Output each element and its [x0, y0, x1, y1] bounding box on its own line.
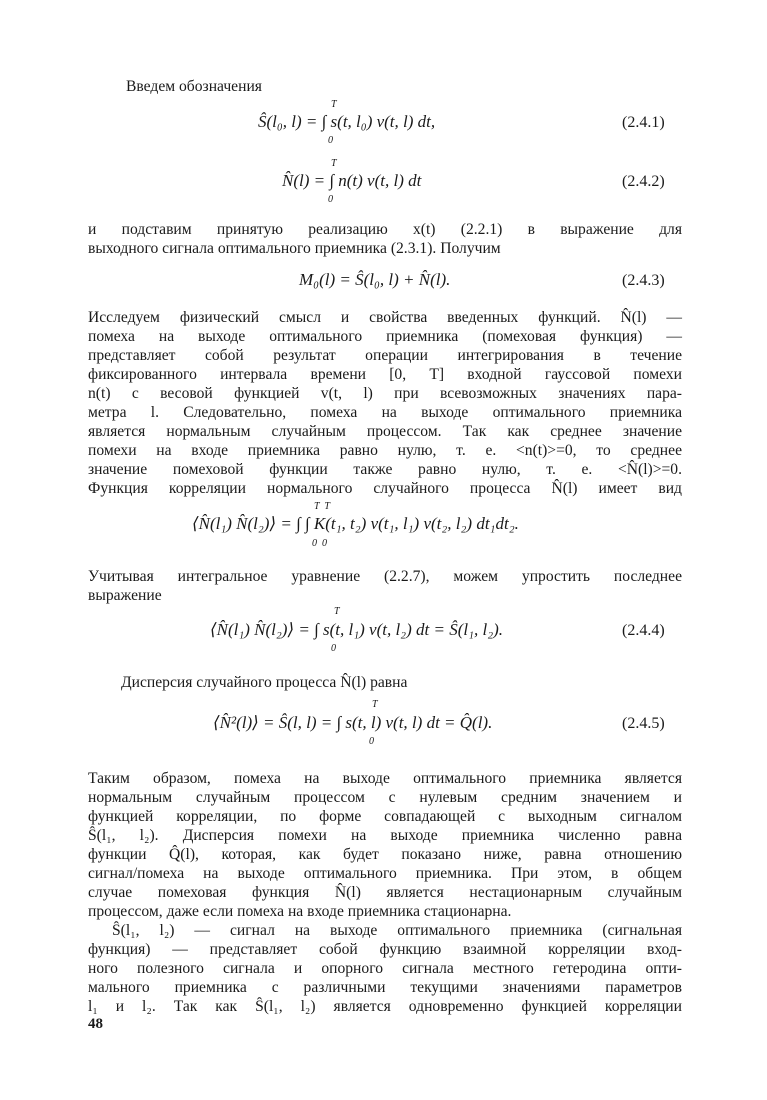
para5-line-5: l₁ и l₂. Так как Ŝ(l₁, l₂) является одновременно функцией корреляции: [88, 998, 682, 1015]
para2-line-2: помеха на выходе оптимального приемника (помеховая функция) —: [88, 328, 682, 345]
para5-line-3: ного полезного сигнала и опорного сигнала местного гетеродина опти-: [88, 960, 682, 977]
equation-2-4-1: Ŝ(l₀, l) = ∫ s(t, l₀) v(t, l) dt,: [258, 112, 436, 131]
eq-2-4-1-lower-limit: 0: [328, 135, 333, 146]
para1-line-1: и подставим принятую реализацию x(t) (2.2.1) в выражение для: [88, 221, 682, 238]
para2-line-9: значение помеховой функции также равно нулю, т. е. <N̂(l)>=0.: [88, 461, 682, 478]
para4-line-6: сигнал/помеха на выходе оптимального приемника. При этом, в общем: [88, 865, 682, 882]
equation-2-4-2: N̂(l) = ∫ n(t) v(t, l) dt: [282, 171, 422, 190]
para1-line-2: выходного сигнала оптимального приемника (2.3.1). Получим: [88, 240, 501, 257]
para3-line-2: выражение: [88, 587, 162, 604]
para2-line-7: является нормальным случайным процессом. Так как среднее значение: [88, 423, 682, 440]
para5-line-2: функция) — представляет собой функцию взаимной корреляции вход-: [88, 941, 682, 958]
para4-line-1: Таким образом, помеха на выходе оптимального приемника является: [88, 770, 682, 787]
para2-line-3: представляет собой результат операции интегрирования в течение: [88, 347, 682, 364]
eq-2-4-4-lower-limit: 0: [331, 643, 336, 654]
equation-2-4-5: ⟨N̂²(l)⟩ = Ŝ(l, l) = ∫ s(t, l) v(t, l) dt = Q̂(l).: [213, 713, 493, 732]
page-number: 48: [88, 1016, 103, 1032]
equation-2-4-4: ⟨N̂(l₁) N̂(l₂)⟩ = ∫ s(t, l₁) v(t, l₂) dt = Ŝ(l₁, l₂).: [210, 620, 504, 639]
eq-number-2-4-3: (2.4.3): [622, 272, 665, 289]
para2-line-1: Исследуем физический смысл и свойства введенных функций. N̂(l) —: [88, 309, 682, 326]
eq-2-4-1-upper-limit: T: [331, 99, 337, 110]
corr-upper-limits: T T: [314, 501, 330, 512]
para4-line-5: функции Q̂(l), которая, как будет показано ниже, равна отношению: [88, 846, 682, 863]
para4-line-2: нормальным случайным процессом с нулевым средним значением и: [88, 789, 682, 806]
para4-line-4: Ŝ(l₁, l₂). Дисперсия помехи на выходе приемника численно равна: [88, 827, 682, 844]
eq-2-4-2-lower-limit: 0: [328, 194, 333, 205]
para5-line-4: мального приемника с различными текущими значениями параметров: [88, 979, 682, 996]
para2-line-4: фиксированного интервала времени [0, T] входной гауссовой помехи: [88, 366, 682, 383]
para2-line-5: n(t) с весовой функцией v(t, l) при всевозможных значениях пара-: [88, 385, 682, 402]
eq-number-2-4-4: (2.4.4): [622, 622, 665, 639]
eq-2-4-2-upper-limit: T: [331, 158, 337, 169]
dispersion-text: Дисперсия случайного процесса N̂(l) равна: [121, 674, 408, 691]
eq-number-2-4-5: (2.4.5): [622, 715, 665, 732]
corr-lower-limits: 0 0: [312, 538, 327, 549]
equation-correlation: ⟨N̂(l₁) N̂(l₂)⟩ = ∫ ∫ K(t₁, t₂) v(t₁, l₁) v(t₂, l₂) dt₁dt₂.: [192, 514, 519, 533]
para2-line-10: Функция корреляции нормального случайного процесса N̂(l) имеет вид: [88, 480, 682, 497]
para4-line-3: функцией корреляции, по форме совпадающей с выходным сигналом: [88, 808, 682, 825]
para5-line-1: Ŝ(l₁, l₂) — сигнал на выходе оптимального приемника (сигнальная: [112, 922, 682, 939]
eq-2-4-5-upper-limit: T: [372, 699, 378, 710]
equation-2-4-3: M₀(l) = Ŝ(l₀, l) + N̂(l).: [299, 270, 451, 289]
intro-text: Введем обозначения: [126, 78, 262, 95]
eq-2-4-5-lower-limit: 0: [369, 736, 374, 747]
para2-line-6: метра l. Следовательно, помеха на выходе оптимального приемника: [88, 404, 682, 421]
eq-number-2-4-1: (2.4.1): [622, 114, 665, 131]
eq-2-4-4-upper-limit: T: [334, 606, 340, 617]
para3-line-1: Учитывая интегральное уравнение (2.2.7), можем упростить последнее: [88, 568, 682, 585]
para2-line-8: помехи на входе приемника равно нулю, т. е. <n(t)>=0, то среднее: [88, 442, 682, 459]
eq-number-2-4-2: (2.4.2): [622, 173, 665, 190]
para4-line-7: случае помеховая функция N̂(l) является нестационарным случайным: [88, 884, 682, 901]
para4-line-8: процессом, даже если помеха на входе приемника стационарна.: [88, 903, 512, 920]
